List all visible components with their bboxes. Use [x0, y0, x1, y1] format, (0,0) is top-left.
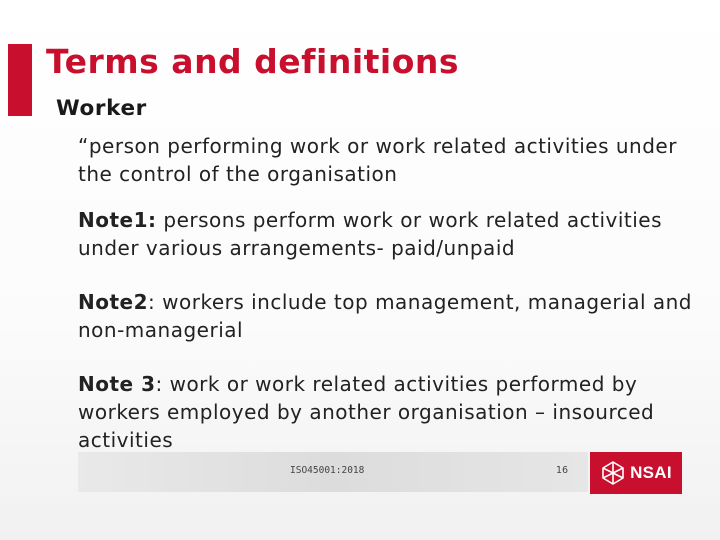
note-3-text: : work or work related activities performed by workers employed by another organisation – insourced activities: [78, 372, 655, 452]
footer-standard: ISO45001:2018: [290, 465, 365, 476]
nsai-star-icon: [600, 460, 626, 486]
logo-text: NSAI: [630, 463, 672, 482]
nsai-logo: [590, 452, 682, 494]
note-3-label: Note 3: [78, 372, 156, 396]
term-definition: “person performing work or work related activities under the control of the organisation: [78, 134, 677, 186]
note-3: [78, 370, 698, 454]
note-2-text: : workers include top management, managerial and non-managerial: [78, 290, 693, 342]
title-accent-bar: [8, 44, 32, 116]
footer-page-number: 16: [556, 465, 569, 476]
note-1: [78, 206, 698, 262]
slide-title: Terms and definitions: [46, 42, 460, 81]
note-1-label: Note1:: [78, 208, 157, 232]
term-heading: Worker: [56, 96, 147, 121]
note-2-label: Note2: [78, 290, 149, 314]
note-1-text: persons perform work or work related activities under various arrangements- paid/unpaid: [78, 208, 663, 260]
note-2: [78, 288, 698, 344]
